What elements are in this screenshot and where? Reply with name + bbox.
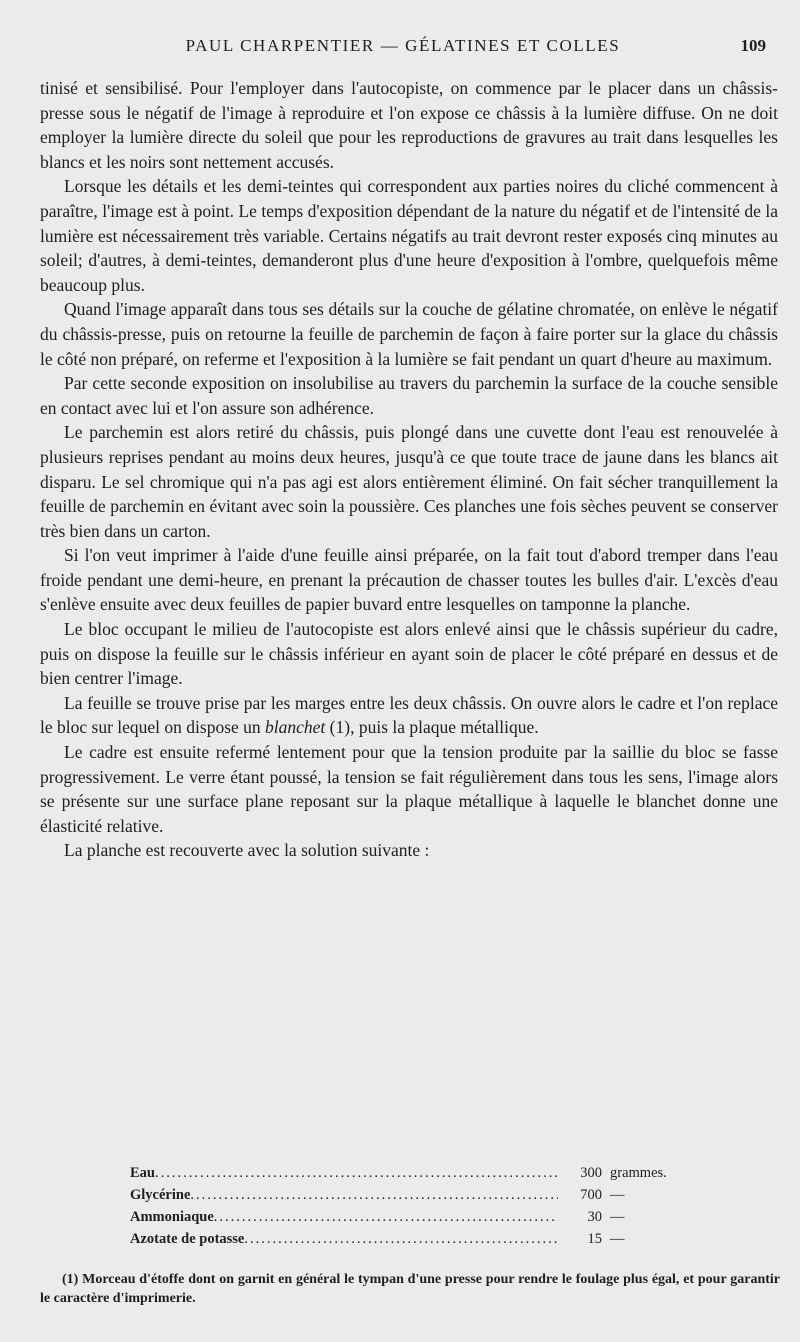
ingredient-unit: — bbox=[610, 1187, 625, 1203]
leader-dots bbox=[190, 1184, 558, 1206]
leader-dots bbox=[155, 1162, 558, 1184]
ingredient-unit: grammes. bbox=[610, 1165, 667, 1181]
recipe-row bbox=[130, 1184, 710, 1206]
italic-term: blanchet bbox=[265, 717, 326, 738]
ingredient-name: Azotate de potasse bbox=[130, 1231, 245, 1247]
leader-dots bbox=[244, 1228, 558, 1250]
paragraph: Par cette seconde exposition on insolubilise au travers du parchemin la surface de la couche sensible en contact avec lui et l'on assure son adhérence. bbox=[40, 373, 778, 418]
page-number: 109 bbox=[740, 36, 766, 55]
paragraph: Lorsque les détails et les demi-teintes qui correspondent aux parties noires du cliché commencent à paraître, l'image est à point. Le temps d'exposition dépendant de la nature du négatif et de l'intensité de la lumière est nécessairement très variable. Certains négatifs au trait devront rester exposés cinq minutes au soleil; d'autres, à demi-teintes, demanderont plus d'une heure d'exposition à l'ombre, quelquefois même beaucoup plus. bbox=[40, 176, 778, 295]
paragraph: Le bloc occupant le milieu de l'autocopiste est alors enlevé ainsi que le châssis supérieur du cadre, puis on dispose la feuille sur le châssis inférieur en ayant soin de placer le côté préparé en dessus et de bien centrer l'image. bbox=[40, 619, 778, 689]
paragraph-text: La feuille se trouve prise par les marges entre les deux châssis. On ouvre alors le cadre et l'on replace le bloc sur lequel on dispose un bbox=[40, 692, 778, 738]
ingredient-name: Glycérine bbox=[130, 1187, 191, 1203]
ingredient-unit: — bbox=[610, 1231, 625, 1247]
ingredient-unit: — bbox=[610, 1209, 625, 1225]
running-title: PAUL CHARPENTIER — GÉLATINES ET COLLES bbox=[185, 36, 621, 55]
body-text bbox=[40, 76, 778, 863]
recipe-row bbox=[130, 1162, 710, 1184]
ingredient-quantity: 700 bbox=[580, 1187, 602, 1203]
ingredient-quantity: 300 bbox=[580, 1165, 602, 1181]
ingredient-name: Ammoniaque bbox=[130, 1209, 214, 1225]
paragraph: Le cadre est ensuite refermé lentement pour que la tension produite par la saillie du bloc se fasse progressivement. Le verre étant poussé, la tension se fait régulièrement dans tous les sens, l'image alors se présente sur une surface plane reposant sur la plaque métallique à laquelle le blanchet donne une élasticité relative. bbox=[40, 742, 778, 836]
paragraph-blanchet bbox=[40, 691, 778, 740]
paragraph: tinisé et sensibilisé. Pour l'employer dans l'autocopiste, on commence par le placer dans un châssis-presse sous le négatif de l'image à reproduire et l'on expose ce châssis à la lumière diffuse. On ne doit employer la lumière directe du soleil que pour les reproductions de gravures au trait dans lesquelles les blancs et les noirs sont nettement accusés. bbox=[40, 78, 778, 172]
ingredient-name: Eau bbox=[130, 1165, 155, 1181]
ingredient-quantity: 15 bbox=[587, 1231, 602, 1247]
recipe-row bbox=[130, 1228, 710, 1250]
paragraph: La planche est recouverte avec la solution suivante : bbox=[64, 840, 430, 861]
ingredient-quantity: 30 bbox=[587, 1209, 602, 1225]
footnote bbox=[40, 1270, 780, 1308]
recipe-row bbox=[130, 1206, 710, 1228]
paragraph: Si l'on veut imprimer à l'aide d'une feuille ainsi préparée, on la fait tout d'abord tremper dans l'eau froide pendant une demi-heure, en prenant la précaution de chasser toutes les bulles d'air. L'excès d'eau s'enlève ensuite avec deux feuilles de papier buvard entre lesquelles on tamponne la planche. bbox=[40, 545, 778, 615]
paragraph-text: (1), puis la plaque métallique. bbox=[325, 717, 539, 738]
recipe-table bbox=[130, 1162, 710, 1250]
footnote-text: (1) Morceau d'étoffe dont on garnit en général le tympan d'une presse pour rendre le foulage plus égal, et pour garantir le caractère d'imprimerie. bbox=[40, 1272, 780, 1306]
paragraph: Quand l'image apparaît dans tous ses détails sur la couche de gélatine chromatée, on enlève le négatif du châssis-presse, puis on retourne la feuille de parchemin de façon à faire porter sur la glace du châssis le côté non préparé, on referme et l'exposition à la lumière se fait pendant un quart d'heure au maximum. bbox=[40, 299, 778, 369]
paragraph: Le parchemin est alors retiré du châssis, puis plongé dans une cuvette dont l'eau est renouvelée à plusieurs reprises pendant au moins deux heures, jusqu'à ce que toute trace de jaune dans les blancs ait disparu. Le sel chromique qui n'a pas agi est alors entièrement éliminé. On fait sécher tranquillement la feuille de parchemin en évitant avec soin la poussière. Ces planches une fois sèches peuvent se conserver très bien dans un carton. bbox=[40, 422, 778, 541]
leader-dots bbox=[214, 1206, 558, 1228]
page-header bbox=[40, 36, 766, 58]
